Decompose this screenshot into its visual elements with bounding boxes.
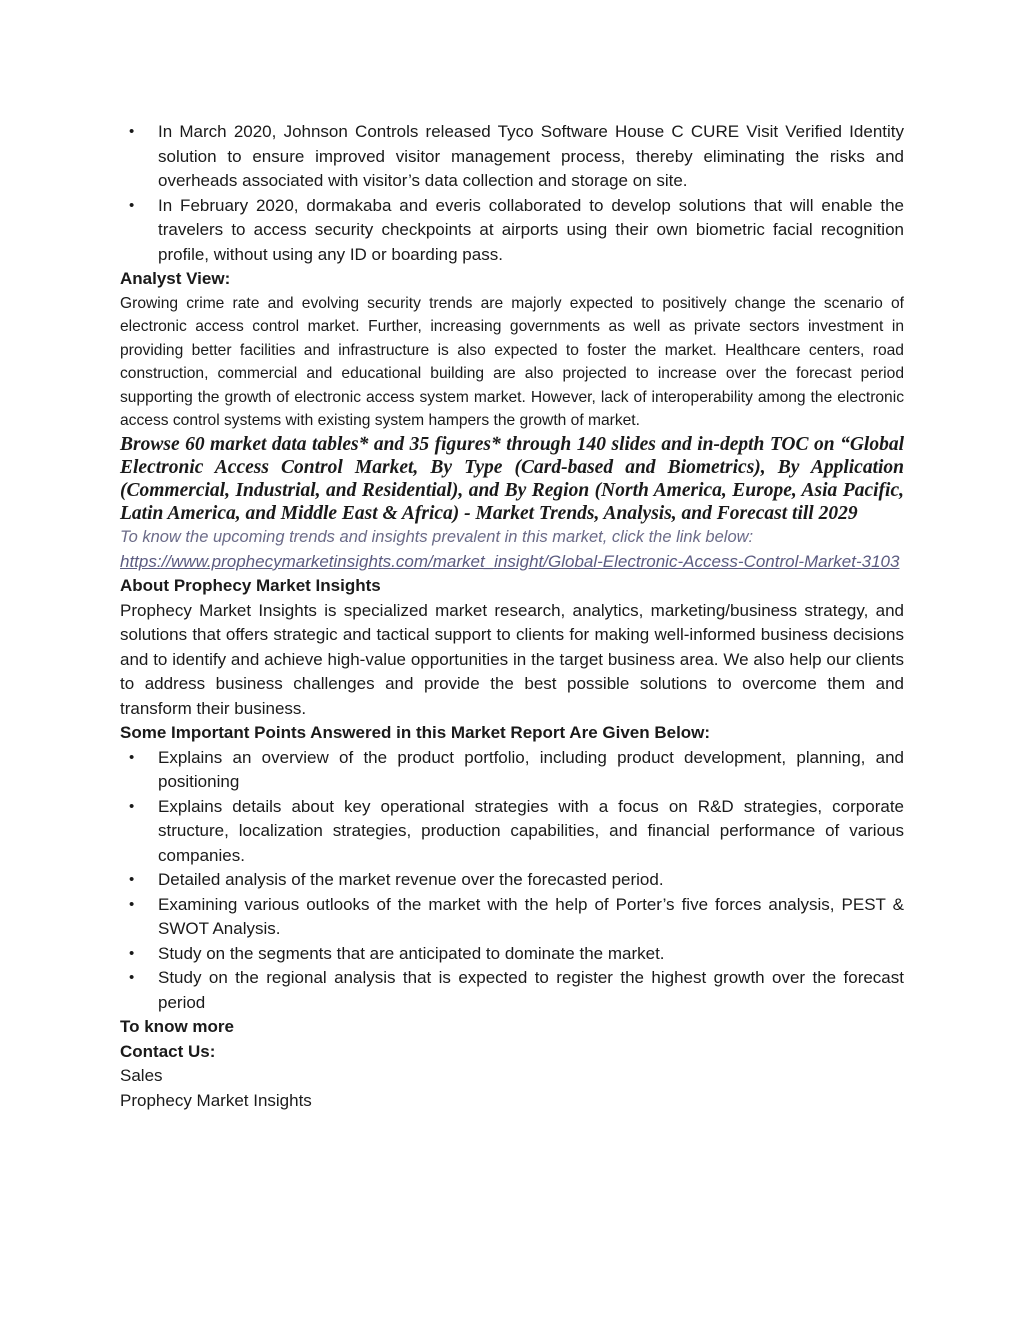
list-item-text: Detailed analysis of the market revenue over the forecasted period. bbox=[158, 870, 664, 890]
to-know-more-heading: To know more bbox=[120, 1017, 234, 1037]
bullet-icon: • bbox=[129, 797, 135, 815]
bullet-icon: • bbox=[129, 196, 135, 214]
bullet-icon: • bbox=[129, 895, 135, 913]
know-trends-line: To know the upcoming trends and insights prevalent in this market, click the link below: bbox=[120, 528, 754, 547]
list-item bbox=[120, 893, 904, 942]
list-item bbox=[120, 868, 904, 893]
bullet-icon: • bbox=[129, 969, 135, 987]
report-link[interactable]: https://www.prophecymarketinsights.com/market_insight/Global-Electronic-Access-Control-Market-3103 bbox=[120, 551, 900, 571]
about-heading: About Prophecy Market Insights bbox=[120, 576, 381, 596]
about-paragraph: Prophecy Market Insights is specialized market research, analytics, marketing/business strategy, and solutions that offers strategic and tactical support to clients for making well-informed business decisions and to identify and achieve high-value opportunities in the target business area. We also help our clients to address business challenges and provide the best possible solutions to overcome them and transform their business. bbox=[120, 600, 904, 718]
bullet-icon: • bbox=[129, 944, 135, 962]
list-item bbox=[120, 746, 904, 795]
list-item bbox=[120, 194, 904, 268]
list-item-text: Examining various outlooks of the market with the help of Porter’s five forces analysis, PEST & SWOT Analysis. bbox=[158, 894, 904, 939]
news-bullet-list bbox=[120, 120, 904, 267]
list-item bbox=[120, 966, 904, 1015]
important-points-list bbox=[120, 746, 904, 1016]
bullet-icon: • bbox=[129, 748, 135, 766]
bullet-icon: • bbox=[129, 123, 135, 140]
list-item bbox=[120, 942, 904, 967]
list-item bbox=[120, 120, 904, 194]
analyst-view-heading: Analyst View: bbox=[120, 269, 231, 288]
list-item-text: Study on the regional analysis that is expected to register the highest growth over the forecast period bbox=[158, 968, 904, 1012]
company-name: Prophecy Market Insights bbox=[120, 1090, 312, 1110]
browse-report-statement: Browse 60 market data tables* and 35 figures* through 140 slides and in-depth TOC on “Global Electronic Access Control Market, By Type (Card-based and Biometrics), By Application (Commercial, Industrial, and Residential), and By Region (North America, Europe, Asia Pacific, Latin America, and Middle East & Africa) - Market Trends, Analysis, and Forecast till 2029 bbox=[120, 433, 904, 525]
list-item-text: Explains details about key operational strategies with a focus on R&D strategies, corporate structure, localization strategies, production capabilities, and financial performance of various companies. bbox=[158, 796, 904, 865]
contact-us-heading: Contact Us: bbox=[120, 1041, 216, 1061]
list-item-text: Explains an overview of the product portfolio, including product development, planning, and positioning bbox=[158, 747, 904, 792]
sales-label: Sales bbox=[120, 1066, 163, 1086]
important-points-heading: Some Important Points Answered in this Market Report Are Given Below: bbox=[120, 723, 711, 743]
document-page bbox=[120, 120, 904, 1113]
analyst-view-paragraph: Growing crime rate and evolving security trends are majorly expected to positively change the scenario of electronic access control market. Further, increasing governments as well as private sectors investment in providing better facilities and infrastructure is also expected to foster the market. Healthcare centers, road construction, commercial and educational building are also projected to increase over the forecast period supporting the growth of electronic access system market. However, lack of interoperability among the electronic access control systems with existing system hampers the growth of market. bbox=[120, 294, 904, 429]
list-item bbox=[120, 795, 904, 869]
list-item-text: In February 2020, dormakaba and everis collaborated to develop solutions that will enable the travelers to access security checkpoints at airports using their own biometric facial recognition profile, without using any ID or boarding pass. bbox=[158, 195, 904, 264]
bullet-icon: • bbox=[129, 871, 135, 889]
list-item-text: Study on the segments that are anticipated to dominate the market. bbox=[158, 943, 665, 963]
list-item-text: In March 2020, Johnson Controls released Tyco Software House C CURE Visit Verified Identity solution to ensure improved visitor management process, thereby eliminating the risks and overheads associated with visitor’s data collection and storage on site. bbox=[158, 122, 904, 190]
